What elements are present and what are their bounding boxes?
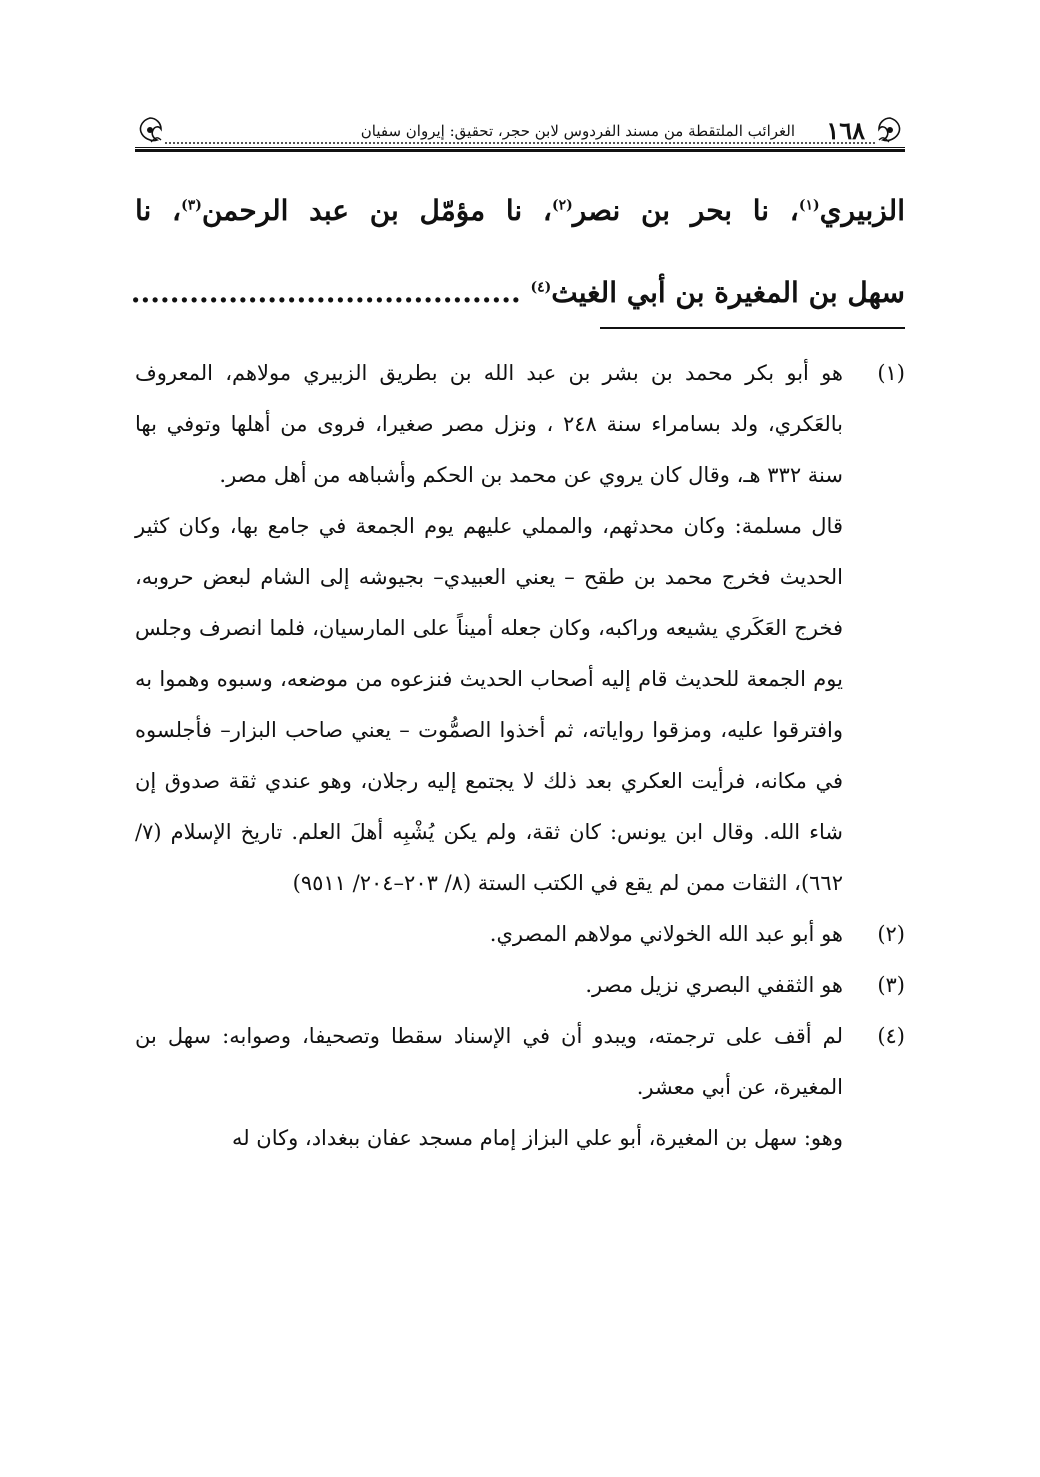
footnote-4-continued	[135, 1113, 905, 1164]
main-text	[130, 170, 905, 334]
floral-ornament-icon	[135, 116, 165, 144]
text-run: الزبيري	[819, 194, 905, 227]
footnote-ref[interactable]: (٤)	[530, 279, 552, 296]
ellipsis-dots: ........................................	[130, 276, 531, 309]
main-line-2	[130, 252, 905, 334]
footnote-number: (٣)	[877, 973, 905, 997]
footnote-3	[135, 960, 905, 1011]
text-run: سهل بن المغيرة بن أبي الغيث	[551, 276, 905, 309]
text-run: ، نا	[135, 194, 182, 227]
main-line-1	[135, 170, 905, 252]
text-run: ، نا بحر بن نصر	[572, 194, 799, 227]
footnote-number	[843, 1113, 905, 1164]
footnote-ref[interactable]: (٣)	[181, 197, 202, 214]
footnote-2	[135, 909, 905, 960]
running-title: الغرائب الملتقطة من مسند الفردوس لابن حجر، تحقيق: إيروان سفيان	[360, 122, 795, 140]
footnote-1	[135, 348, 905, 501]
floral-ornament-icon	[875, 116, 905, 144]
footnote-body: هو أبو بكر محمد بن بشر بن عبد الله بن بطريق الزبيري مولاهم، المعروف بالعَكري، ولد بسامراء سنة ٢٤٨ ، ونزل مصر صغيرا، فروى من أهلها وتوفي بها سنة ٣٣٢ هـ، وقال كان يروي عن محمد بن الحكم وأشباهه من أهل مصر.	[135, 361, 843, 487]
footnote-ref[interactable]: (١)	[798, 197, 820, 214]
text-run: ، نا مؤمّل بن عبد الرحمن	[201, 194, 552, 227]
footnote-number: (٢)	[877, 922, 905, 946]
footnote-body: هو الثقفي البصري نزيل مصر.	[585, 973, 843, 997]
header-thick-rule	[135, 149, 905, 152]
footnotes	[135, 348, 905, 1164]
footnote-number	[843, 501, 905, 909]
footnote-body: وهو: سهل بن المغيرة، أبو علي البزاز إمام مسجد عفان ببغداد، وكان له	[231, 1126, 843, 1150]
footnote-number: (٤)	[877, 1024, 905, 1048]
footnote-4	[135, 1011, 905, 1113]
footnote-ref[interactable]: (٢)	[551, 197, 573, 214]
header-thin-rule	[135, 147, 905, 148]
footnote-separator	[600, 327, 905, 329]
footnote-body: هو أبو عبد الله الخولاني مولاهم المصري.	[489, 922, 843, 946]
running-header	[135, 112, 905, 152]
page-number: ١٦٨	[826, 116, 865, 145]
footnote-body: قال مسلمة: وكان محدثهم، والمملي عليهم يوم الجمعة في جامع بها، وكان كثير الحديث فخرج محمد بن طقح – يعني العبيدي– بجيوشه إلى الشام لبعض حروبه، فخرج العَكَري يشيعه وراكبه، وكان جعله أميناً على المارسيان، فلما انصرف وجلس يوم الجمعة للحديث قام إليه أصحاب الحديث فنزعوه من موضعه، وسبوه وهموا به وافترقوا عليه، ومزقوا رواياته، ثم أخذوا الصمُّوت – يعني صاحب البزار– فأجلسوه في مكانه، فرأيت العكري بعد ذلك لا يجتمع إليه رجلان، وهو عندي ثقة صدوق إن شاء الله. وقال ابن يونس: كان ثقة، ولم يكن يُشْبِه أهلَ العلم. تاريخ الإسلام (٧/ ٦٦٢)، الثقات ممن لم يقع في الكتب الستة (٨/ ٢٠٣–٢٠٤/ ٩٥١١)	[135, 514, 843, 895]
footnote-body: لم أقف على ترجمته، ويبدو أن في الإسناد سقطا وتصحيفا، وصوابه: سهل بن المغيرة، عن أبي معشر.	[135, 1024, 843, 1099]
footnote-number: (١)	[877, 361, 905, 385]
header-dotted-border	[165, 142, 875, 144]
footnote-1-continued	[135, 501, 905, 909]
